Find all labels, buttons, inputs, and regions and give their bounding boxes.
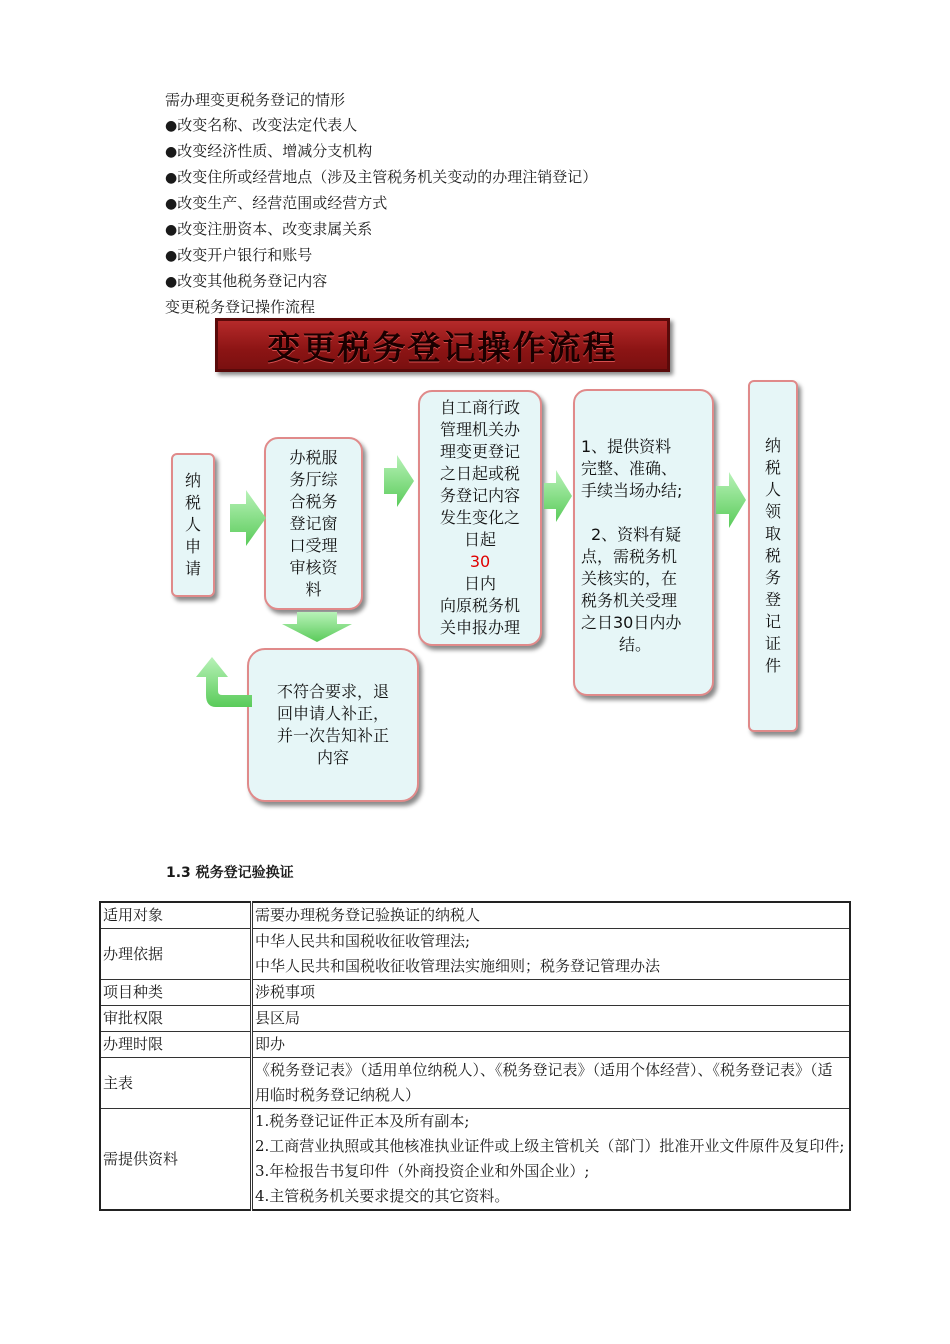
step-receive-certificate-box: 纳 税 人 领 取 税 务 登 记 证 件: [748, 380, 798, 732]
bullet-item: ●改变生产、经营范围或经营方式: [165, 194, 388, 212]
arrow-right-icon: [230, 490, 266, 546]
bullet-item: ●改变开户银行和账号: [165, 246, 313, 264]
table-row: [100, 1006, 850, 1032]
step-accept-box: 办税服 务厅综 合税务 登记窗 口受理 审核资 料: [264, 437, 363, 610]
table-row: [100, 1109, 850, 1211]
row-label: 审批权限: [100, 1006, 252, 1032]
bullet-icon: ●: [165, 274, 178, 290]
return-arrow-icon: [192, 655, 252, 725]
row-value: 中华人民共和国税收征收管理法; 中华人民共和国税收征收管理法实施细则；税务登记管理办法: [252, 929, 851, 980]
step-process-box: 1、提供资料 完整、准确、 手续当场办结; 2、资料有疑 点，需税务机 关核实的，在 税务机关受理 之日30日内办 结。: [573, 389, 714, 696]
row-value: 涉税事项: [252, 980, 851, 1006]
bullet-icon: ●: [165, 144, 178, 160]
row-label: 适用对象: [100, 902, 252, 929]
bullet-item: ●改变住所或经营地点（涉及主管税务机关变动的办理注销登记）: [165, 168, 598, 186]
row-value: 即办: [252, 1032, 851, 1058]
row-value: 需要办理税务登记验换证的纳税人: [252, 902, 851, 929]
intro-heading: 需办理变更税务登记的情形: [165, 91, 346, 109]
flowchart-title-banner: [215, 318, 670, 372]
bullet-icon: ●: [165, 170, 178, 186]
step-apply-box: 纳 税 人 申 请: [171, 453, 215, 597]
bullet-icon: ●: [165, 196, 178, 212]
row-label: 主表: [100, 1058, 252, 1109]
row-label: 办理时限: [100, 1032, 252, 1058]
row-label: 需提供资料: [100, 1109, 252, 1211]
table-row: [100, 1058, 850, 1109]
table-row: [100, 980, 850, 1006]
section-title: 1.3 税务登记验换证: [166, 865, 294, 881]
flow-caption: 变更税务登记操作流程: [165, 298, 316, 316]
arrow-right-icon: [716, 472, 746, 528]
intro-text: [165, 88, 597, 320]
row-value: 《税务登记表》（适用单位纳税人）、《税务登记表》（适用个体经营）、《税务登记表》（适用临时税务登记纳税人）: [252, 1058, 851, 1109]
row-value: 县区局: [252, 1006, 851, 1032]
bullet-item: ●改变注册资本、改变隶属关系: [165, 220, 373, 238]
arrow-down-icon: [282, 612, 352, 642]
bullet-item: ●改变名称、改变法定代表人: [165, 116, 358, 134]
table-row: [100, 902, 850, 929]
row-value: 1.税务登记证件正本及所有副本; 2.工商营业执照或其他核准执业证件或上级主管机关（部门）批准开业文件原件及复印件; 3.年检报告书复印件（外商投资企业和外国企业）; 4.主管税务机关要求提交的其它资料。: [252, 1109, 851, 1211]
row-label: 项目种类: [100, 980, 252, 1006]
step-reject-box: 不符合要求，退 回申请人补正， 并一次告知补正 内容: [247, 648, 419, 802]
bullet-item: ●改变其他税务登记内容: [165, 272, 328, 290]
bullet-icon: ●: [165, 222, 178, 238]
bullet-icon: ●: [165, 248, 178, 264]
arrow-right-icon: [384, 455, 414, 507]
arrow-right-icon: [544, 470, 572, 522]
info-table: [99, 901, 851, 1211]
highlight-days: 30: [469, 552, 491, 571]
bullet-item: ●改变经济性质、增减分支机构: [165, 142, 373, 160]
flowchart-title: 变更税务登记操作流程: [267, 327, 618, 367]
table-row: [100, 929, 850, 980]
bullet-icon: ●: [165, 118, 178, 134]
row-label: 办理依据: [100, 929, 252, 980]
table-row: [100, 1032, 850, 1058]
step-deadline-box: 自工商行政 管理机关办 理变更登记 之日起或税 务登记内容 发生变化之 日起 30 日内 向原税务机 关申报办理: [418, 390, 542, 646]
